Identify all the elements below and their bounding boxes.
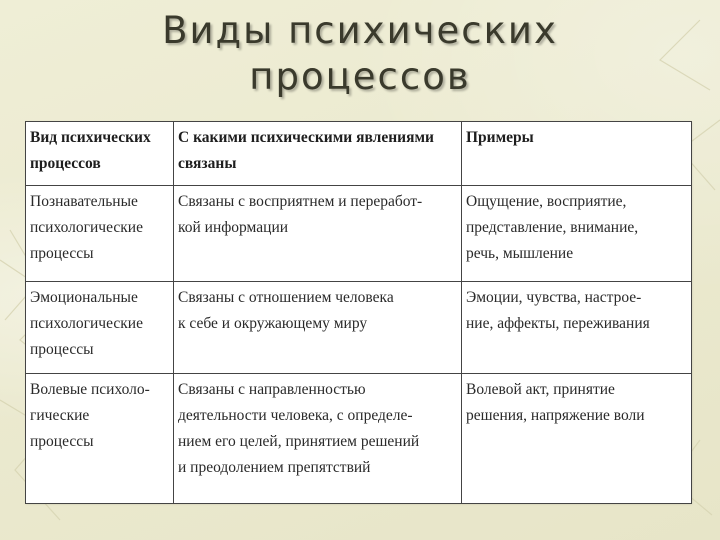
cell-line: процессы bbox=[30, 245, 94, 262]
cell-line: процессы bbox=[30, 341, 94, 358]
cell-process-type bbox=[26, 282, 174, 374]
cell-line: процессы bbox=[30, 433, 94, 450]
table-header-row bbox=[26, 122, 692, 186]
cell-line: Ощущение, восприятие, bbox=[466, 193, 627, 210]
cell-line: ние, аффекты, переживания bbox=[466, 315, 650, 332]
cell-line: к себе и окружающему миру bbox=[178, 315, 368, 332]
cell-line: Эмоциональные bbox=[30, 289, 138, 306]
slide-title bbox=[0, 8, 720, 100]
cell-process-type bbox=[26, 374, 174, 504]
header-cell-related-phenomena bbox=[174, 122, 462, 186]
cell-line: Примеры bbox=[466, 129, 534, 146]
title-line-1: Виды психических bbox=[162, 9, 558, 52]
cell-line: и преодолением препятствий bbox=[178, 459, 371, 476]
cell-examples bbox=[462, 282, 692, 374]
cell-line: кой информации bbox=[178, 219, 289, 236]
cell-line: Связаны с отношением человека bbox=[178, 289, 394, 306]
title-line-2: процессов bbox=[249, 55, 471, 98]
cell-line: Волевые психоло- bbox=[30, 381, 150, 398]
cell-related-phenomena bbox=[174, 374, 462, 504]
cell-line: процессов bbox=[30, 155, 101, 172]
cell-line: связаны bbox=[178, 155, 237, 172]
header-cell-examples bbox=[462, 122, 692, 186]
cell-line: Связаны с направленностью bbox=[178, 381, 366, 398]
cell-line: Познавательные bbox=[30, 193, 138, 210]
cell-related-phenomena bbox=[174, 282, 462, 374]
cell-related-phenomena bbox=[174, 186, 462, 282]
processes-table bbox=[25, 121, 691, 503]
table-row bbox=[26, 186, 692, 282]
cell-line: Волевой акт, принятие bbox=[466, 381, 615, 398]
cell-process-type bbox=[26, 186, 174, 282]
cell-line: деятельности человека, с определе- bbox=[178, 407, 413, 424]
cell-line: Вид психических bbox=[30, 129, 151, 146]
table-row bbox=[26, 282, 692, 374]
cell-line: Связаны с восприятнем и переработ- bbox=[178, 193, 423, 210]
cell-line: представление, внимание, bbox=[466, 219, 639, 236]
cell-line: психологические bbox=[30, 315, 143, 332]
cell-examples bbox=[462, 186, 692, 282]
cell-line: речь, мышление bbox=[466, 245, 574, 262]
cell-line: решения, напряжение воли bbox=[466, 407, 645, 424]
cell-line: С какими психическими явлениями bbox=[178, 129, 434, 146]
cell-line: психологические bbox=[30, 219, 143, 236]
cell-line: нием его целей, принятием решений bbox=[178, 433, 420, 450]
table-row bbox=[26, 374, 692, 504]
header-cell-process-type bbox=[26, 122, 174, 186]
cell-line: Эмоции, чувства, настрое- bbox=[466, 289, 642, 306]
cell-examples bbox=[462, 374, 692, 504]
cell-line: гические bbox=[30, 407, 90, 424]
